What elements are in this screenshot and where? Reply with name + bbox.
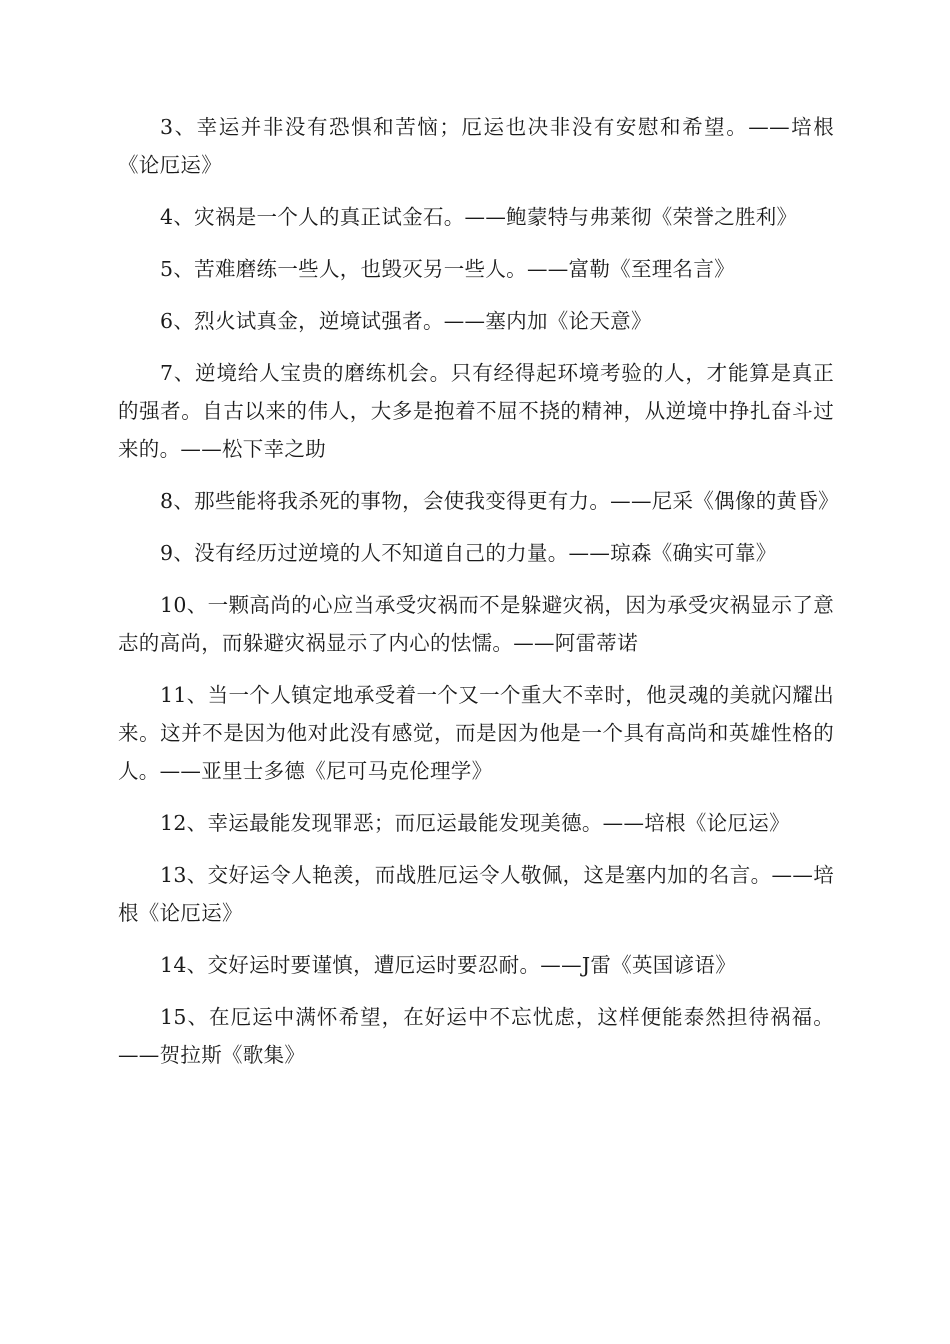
quote-paragraph: 14、交好运时要谨慎，遭厄运时要忍耐。——J雷《英国谚语》 bbox=[160, 953, 737, 977]
quote-paragraph: 5、苦难磨练一些人，也毁灭另一些人。——富勒《至理名言》 bbox=[160, 257, 735, 281]
quote-paragraph: 10、一颗高尚的心应当承受灾祸而不是躲避灾祸，因为承受灾祸显示了意志的高尚，而躲避灾祸显示了内心的怯懦。——阿雷蒂诺 bbox=[118, 593, 834, 655]
quote-paragraph: 12、幸运最能发现罪恶；而厄运最能发现美德。——培根《论厄运》 bbox=[160, 811, 790, 835]
quote-paragraph: 13、交好运令人艳羡，而战胜厄运令人敬佩，这是塞内加的名言。——培根《论厄运》 bbox=[118, 863, 834, 925]
quote-paragraph: 9、没有经历过逆境的人不知道自己的力量。——琼森《确实可靠》 bbox=[160, 541, 777, 565]
quote-paragraph: 11、当一个人镇定地承受着一个又一个重大不幸时，他灵魂的美就闪耀出来。这并不是因为他对此没有感觉，而是因为他是一个具有高尚和英雄性格的人。——亚里士多德《尼可马克伦理学》 bbox=[118, 683, 834, 783]
quote-paragraph: 3、幸运并非没有恐惧和苦恼；厄运也决非没有安慰和希望。——培根《论厄运》 bbox=[118, 115, 834, 177]
quote-paragraph: 15、在厄运中满怀希望，在好运中不忘忧虑，这样便能泰然担待祸福。——贺拉斯《歌集》 bbox=[118, 1005, 834, 1067]
document-body bbox=[118, 108, 839, 1088]
quote-paragraph: 4、灾祸是一个人的真正试金石。——鲍蒙特与弗莱彻《荣誉之胜利》 bbox=[160, 205, 798, 229]
quote-paragraph: 7、逆境给人宝贵的磨练机会。只有经得起环境考验的人，才能算是真正的强者。自古以来的伟人，大多是抱着不屈不挠的精神，从逆境中挣扎奋斗过来的。——松下幸之助 bbox=[118, 361, 834, 461]
quote-paragraph: 8、那些能将我杀死的事物，会使我变得更有力。——尼采《偶像的黄昏》 bbox=[160, 489, 839, 513]
quote-paragraph: 6、烈火试真金，逆境试强者。——塞内加《论天意》 bbox=[160, 309, 652, 333]
